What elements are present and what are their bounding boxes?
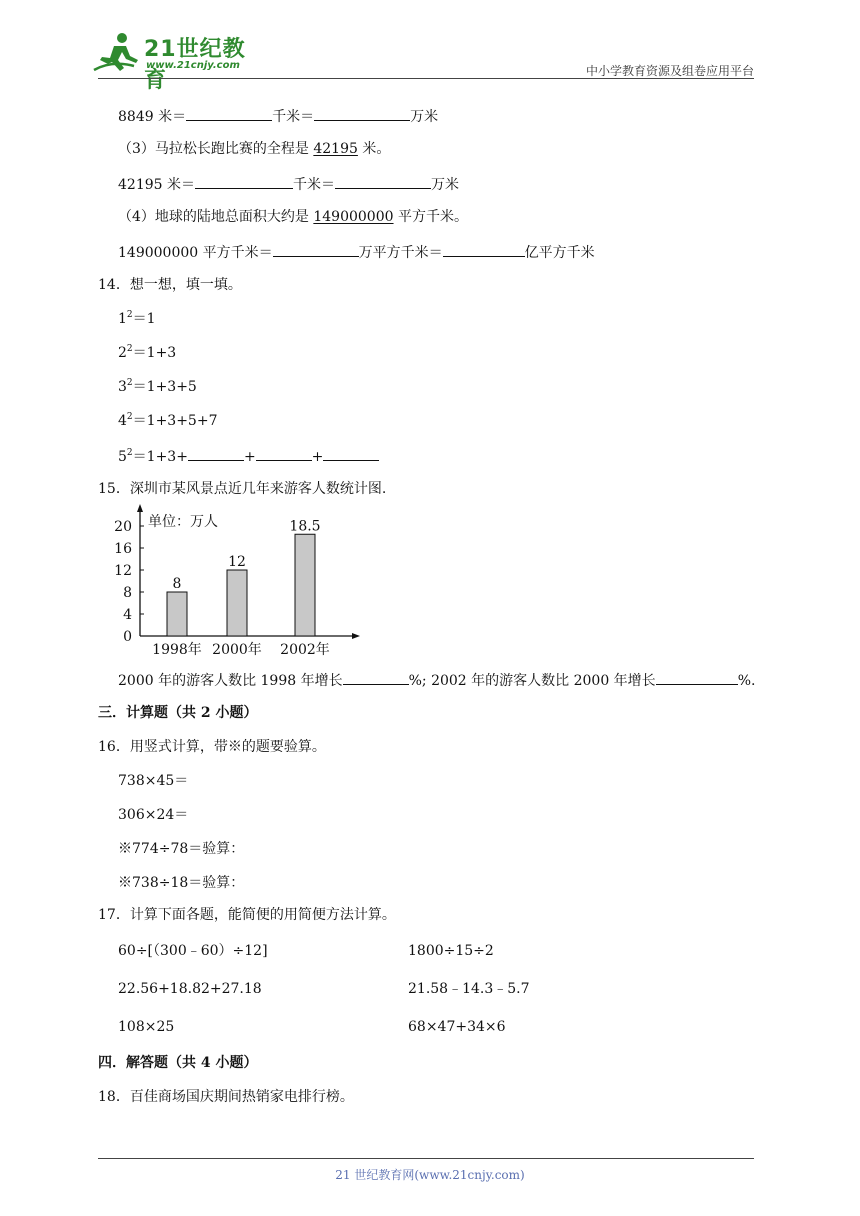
section-3-heading: 三．计算题（共 2 小题）: [98, 705, 258, 721]
bar-0: [167, 592, 187, 636]
bar-value-label: 18.5: [289, 518, 321, 535]
page-header: [0, 0, 860, 93]
q14-title: 14．想一想，填一填。: [98, 277, 242, 293]
q17-expr-3a: 108×25: [118, 1019, 175, 1035]
answer-blank[interactable]: [186, 106, 272, 121]
y-tick-label: 16: [114, 541, 132, 557]
q18-title: 18．百佳商场国庆期间热销家电排行榜。: [98, 1089, 354, 1105]
y-tick-label: 4: [123, 607, 132, 623]
x-category-label: 1998年: [152, 642, 202, 658]
bar-value-label: 8: [172, 576, 182, 592]
footer-divider: [98, 1158, 754, 1159]
logo-url: www.21cnjy.com: [146, 60, 240, 71]
q17-expr-2b: 21.58﹣14.3﹣5.7: [408, 981, 530, 997]
q16-expr-1: 738×45＝: [118, 773, 189, 789]
answer-blank[interactable]: [314, 106, 410, 121]
q15-title: 15．深圳市某风景点近几年来游客人数统计图.: [98, 481, 387, 497]
q17-title: 17．计算下面各题，能简便的用简便方法计算。: [98, 907, 396, 923]
x-axis-arrow-icon: [352, 633, 360, 639]
q14-row-4: $4^2=1+3+5+7$: [118, 412, 218, 429]
q14-row-1: $1^2=1$: [118, 310, 156, 327]
answer-blank[interactable]: [256, 446, 312, 461]
q13-line-5: 149000000 平方千米＝ 万平方千米＝ 亿平方千米: [118, 242, 595, 262]
logo-text: 21世纪教育: [144, 37, 246, 93]
y-axis-arrow-icon: [137, 504, 143, 512]
answer-blank[interactable]: [443, 242, 525, 257]
header-divider: [98, 78, 754, 79]
section-4-heading: 四．解答题（共 4 小题）: [98, 1055, 258, 1071]
visitor-bar-chart: [112, 502, 372, 662]
q16-expr-4: ※738÷18＝验算：: [118, 875, 245, 891]
q13-line-4: （4）地球的陆地总面积大约是 149000000 平方千米。: [118, 209, 468, 225]
q14-row-5: $5^2=1+3+$ + +: [118, 446, 379, 466]
x-category-label: 2000年: [212, 642, 262, 658]
bar-value-label: 12: [228, 554, 246, 570]
bar-1: [227, 570, 247, 636]
chart-unit-label: 单位：万人: [148, 514, 218, 530]
q13-line-2: （3）马拉松长跑比赛的全程是 42195 米。: [118, 141, 391, 157]
q15-answer-line: 2000 年的游客人数比 1998 年增长 %; 2002 年的游客人数比 2000 年增长 %.: [118, 670, 755, 690]
q17-expr-3b: 68×47+34×6: [408, 1019, 506, 1035]
q16-expr-3: ※774÷78＝验算：: [118, 841, 245, 857]
q16-expr-2: 306×24＝: [118, 807, 189, 823]
q17-expr-1b: 1800÷15÷2: [408, 943, 494, 959]
answer-blank[interactable]: [195, 174, 293, 189]
answer-blank[interactable]: [273, 242, 359, 257]
answer-blank[interactable]: [335, 174, 431, 189]
site-logo[interactable]: [92, 30, 262, 93]
header-platform-text: 中小学教育资源及组卷应用平台: [585, 64, 754, 78]
q13-line-1: 8849 米＝ 千米＝ 万米: [118, 106, 438, 126]
runner-logo-icon: [92, 30, 144, 76]
answer-blank[interactable]: [343, 670, 409, 685]
q14-row-3: $3^2=1+3+5$: [118, 378, 197, 395]
q17-expr-2a: 22.56+18.82+27.18: [118, 981, 262, 997]
answer-blank[interactable]: [188, 446, 244, 461]
q16-title: 16．用竖式计算，带※的题要验算。: [98, 739, 326, 755]
q14-row-2: $2^2=1+3$: [118, 344, 177, 361]
y-tick-label: 20: [114, 519, 132, 535]
x-category-label: 2002年: [280, 642, 330, 658]
answer-blank[interactable]: [323, 446, 379, 461]
y-tick-label: 12: [114, 563, 132, 579]
q17-expr-1a: 60÷[（300﹣60）÷12]: [118, 943, 268, 959]
y-tick-label: 8: [123, 585, 132, 601]
bar-2: [295, 534, 315, 636]
q13-line-3: 42195 米＝ 千米＝ 万米: [118, 174, 459, 194]
page-footer: 21 世纪教育网(www.21cnjy.com): [335, 1168, 525, 1182]
answer-blank[interactable]: [656, 670, 738, 685]
y-tick-label: 0: [123, 629, 132, 645]
